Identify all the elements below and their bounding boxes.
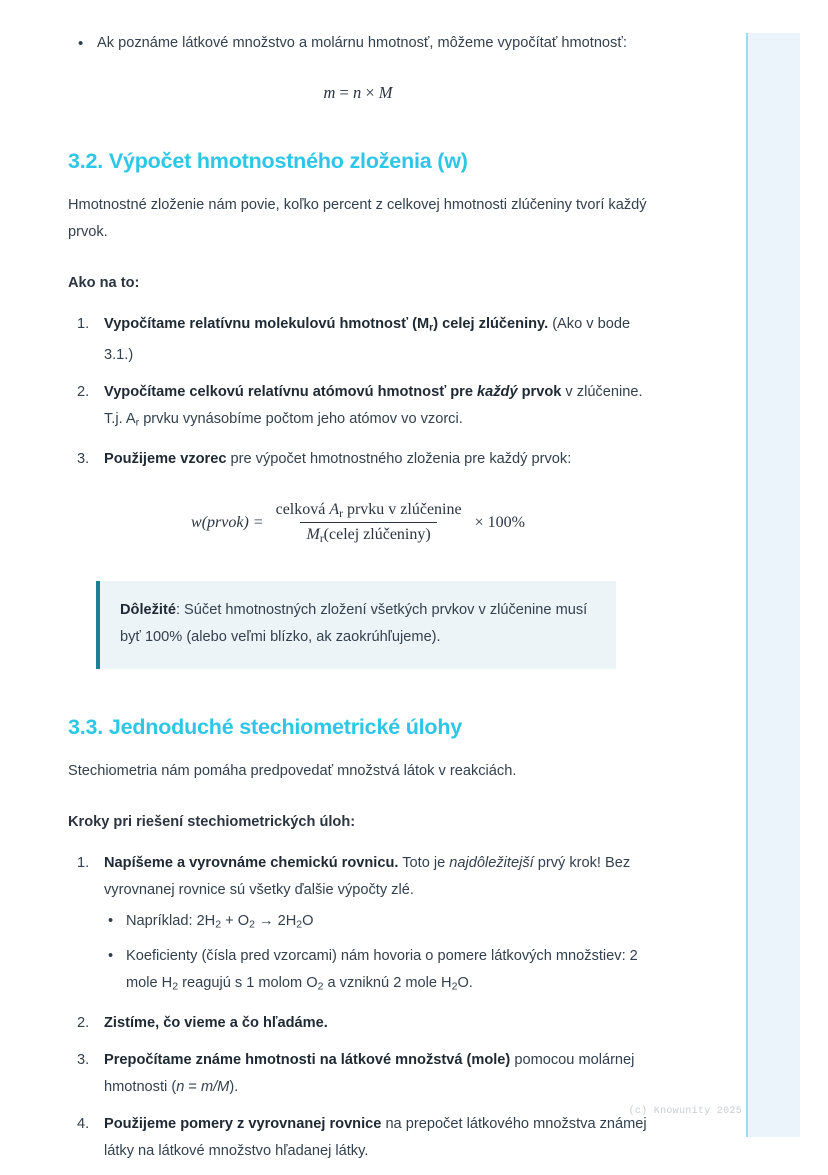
list-item [68, 446, 648, 473]
coef-sub-1: 2 [172, 980, 179, 993]
s33-step-3-eq: = [184, 1079, 201, 1096]
coef-sub-3: 2 [451, 980, 458, 993]
coef-text-c: a vzniknú 2 mole H [323, 974, 452, 991]
callout-text: : Súčet hmotnostných zložení všetkých prvkov v zlúčenine musí byť 100% (alebo veľmi blízko, ak zaokrúhľujeme). [120, 602, 588, 645]
list-item [68, 1047, 648, 1101]
s33-step-1-italic: najdôležitejší [449, 855, 534, 871]
section-heading-3-3: 3.3. Jednoduché stechiometrické úlohy [68, 715, 463, 739]
formula-w-den-m: M [306, 526, 320, 544]
callout-label: Dôležité [120, 602, 176, 618]
s33-step-3-bold: Prepočítame známe hmotnosti na látkové množstvá (mole) [104, 1052, 511, 1069]
section-3-3-steps [68, 850, 648, 1165]
s33-step-1-subitems [104, 908, 648, 1000]
section-heading-3-2: 3.2. Výpočet hmotnostného zloženia (w) [68, 149, 468, 173]
s33-step-3-rest-b: ). [229, 1079, 239, 1096]
formula-w-den-sub: r [319, 533, 324, 545]
page-side-strip [748, 33, 800, 1137]
list-item [68, 850, 648, 1000]
step-3-rest: pre výpočet hmotnostného zloženia pre každý prvok: [226, 451, 572, 468]
list-item [68, 1111, 648, 1165]
section-3-2-steps [68, 311, 648, 473]
formula-w-right: × 100% [474, 514, 525, 532]
step-1-rest: (Ako v bode 3.1.) [104, 316, 631, 363]
intro-bullet-text: Ak poznáme látkové množstvo a molárnu hmotnosť, môžeme vypočítať hmotnosť: [97, 35, 627, 51]
list-item [104, 908, 648, 939]
example-eq-sub-2: 2 [249, 918, 255, 931]
step-3-bold: Použijeme vzorec [104, 451, 227, 468]
list-item [68, 30, 648, 57]
page-side-rule [746, 33, 748, 1137]
footer-copyright: (c) Knowunity 2025 [628, 1106, 742, 1117]
step-2-rest-a: v zlúčenine. T.j. A [104, 383, 643, 427]
document-content [68, 30, 648, 1175]
formula-w-left: w(prvok) = [191, 514, 264, 532]
formula-mass-fraction [68, 501, 648, 545]
coef-text-a: Koeficienty (čísla pred vzorcami) nám hovoria o pomere látkových množstiev: 2 mole H [126, 947, 638, 991]
step-1-bold: Vypočítame relatívnu molekulovú hmotnosť (M [104, 316, 430, 332]
list-item [68, 311, 648, 369]
step-1-bold-tail: ) celej zlúčeniny. [433, 316, 549, 332]
callout-important [96, 581, 616, 669]
formula-w-num-b: prvku v zlúčenine [342, 501, 462, 519]
s33-step-4-bold: Použijeme pomery z vyrovnanej rovnice [104, 1116, 382, 1133]
list-item [104, 943, 648, 1001]
formula-w-num-a: celková [275, 501, 330, 519]
formula-mass-times: × [361, 83, 379, 102]
s33-step-3-italic-n: n [176, 1079, 185, 1096]
example-eq-sub-1: 2 [215, 918, 222, 931]
coef-sub-2: 2 [317, 980, 324, 993]
example-eq-mid-2: 2H [277, 913, 297, 929]
example-equation-prefix: Napríklad: 2H [126, 913, 216, 929]
s33-step-3-rest-a: pomocou molárnej hmotnosti ( [104, 1052, 635, 1096]
s33-step-1-rest-b: prvý krok! Bez vyrovnanej rovnice sú všetky ďalšie výpočty zlé. [104, 855, 631, 898]
formula-mass [68, 83, 648, 103]
step-2-rest-b: prvku vynásobíme počtom jeho atómov vo vzorci. [139, 410, 463, 427]
formula-w-num-ar: A [329, 501, 340, 519]
example-eq-tail: O [302, 913, 314, 929]
example-eq-mid-1: + O [221, 913, 250, 929]
coef-text-b: reagujú s 1 molom O [178, 974, 318, 991]
formula-w-num-ar-sub: r [339, 508, 343, 521]
s33-step-1-bold: Napíšeme a vyrovnáme chemickú rovnicu. [104, 855, 399, 871]
formula-w-den-rest: (celej zlúčeniny) [323, 526, 431, 544]
section-3-3-paragraph: Stechiometria nám pomáha predpovedať množstvá látok v reakciách. [68, 763, 517, 779]
step-2-rest-sub: r [135, 416, 140, 429]
intro-bullet-list [68, 30, 648, 57]
s33-step-3-italic-mM: m/M [200, 1079, 230, 1096]
list-item [68, 379, 648, 437]
section-3-2-paragraph: Hmotnostné zloženie nám povie, koľko percent z celkovej hmotnosti zlúčeniny tvorí každý prvok. [68, 197, 647, 240]
s33-step-4-rest: na prepočet látkového množstva známej látky na látkové množstvo hľadanej látky. [104, 1116, 647, 1160]
formula-mass-n: n [352, 83, 362, 102]
step-2-bold-italic: každý [477, 383, 518, 400]
example-eq-sub-3: 2 [296, 918, 303, 931]
example-eq-arrow: → [254, 913, 278, 929]
section-3-3-lead: Kroky pri riešení stechiometrických úloh: [68, 814, 356, 830]
step-2-bold-b: prvok [517, 383, 562, 400]
s33-step-2-bold: Zistíme, čo vieme a čo hľadáme. [104, 1015, 328, 1032]
coef-text-d: O. [457, 974, 473, 991]
list-item [68, 1010, 648, 1037]
s33-step-1-rest-a: Toto je [398, 855, 450, 871]
section-3-2-lead: Ako na to: [68, 275, 140, 291]
formula-mass-M: M [378, 83, 393, 102]
formula-mass-m: m [323, 83, 336, 102]
formula-mass-eq: = [335, 83, 353, 102]
step-2-bold-a: Vypočítame celkovú relatívnu atómovú hmotnosť pre [104, 383, 478, 400]
step-1-sub: r [429, 321, 434, 334]
